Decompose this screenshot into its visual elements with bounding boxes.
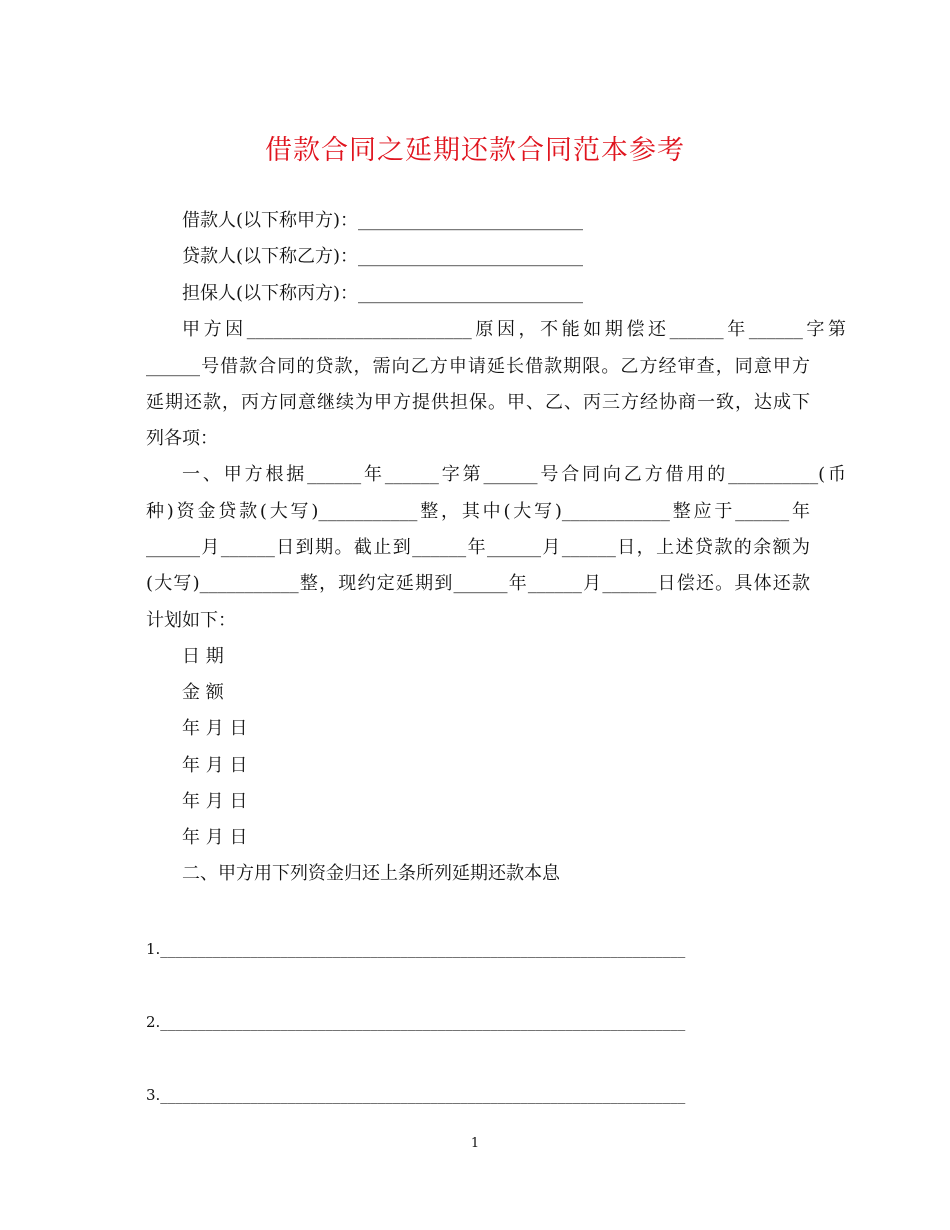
preamble-line-3: 延期还款，丙方同意继续为甲方提供担保。甲、乙、丙三方经协商一致，达成下 bbox=[146, 392, 810, 413]
page-title: 借款合同之延期还款合同范本参考 bbox=[265, 135, 685, 166]
schedule-row: 年 月 日 bbox=[182, 827, 248, 848]
party-borrower: 借款人(以下称甲方)：_________________________ bbox=[182, 210, 584, 231]
schedule-row: 年 月 日 bbox=[182, 718, 248, 739]
schedule-row: 年 月 日 bbox=[182, 755, 248, 776]
clause1-line-3: ______月______日到期。截止到______年______月______日，上述贷款的余额为 bbox=[146, 537, 810, 558]
preamble-line-4: 列各项： bbox=[146, 428, 218, 449]
numbered-item-1: 1.______________________________________________________________________ bbox=[146, 940, 686, 958]
preamble-line-1: 甲方因_________________________原因，不能如期偿还______年______字第 bbox=[182, 319, 846, 340]
numbered-item-2: 2.______________________________________________________________________ bbox=[146, 1013, 686, 1031]
page-number: 1 bbox=[470, 1136, 480, 1151]
clause1-line-5: 计划如下： bbox=[146, 610, 236, 631]
party-guarantor: 担保人(以下称丙方)：_________________________ bbox=[182, 283, 584, 304]
clause1-line-1: 一、甲方根据______年______字第______号合同向乙方借用的__________(币 bbox=[182, 464, 846, 485]
schedule-date-header: 日 期 bbox=[182, 646, 224, 667]
schedule-amount-header: 金 额 bbox=[182, 682, 224, 703]
numbered-item-3: 3.______________________________________________________________________ bbox=[146, 1086, 686, 1104]
clause1-line-4: (大写)___________整，现约定延期到______年______月______日偿还。具体还款 bbox=[146, 573, 810, 594]
schedule-row: 年 月 日 bbox=[182, 791, 248, 812]
clause1-line-2: 种)资金贷款(大写)___________整，其中(大写)____________整应于______年 bbox=[146, 501, 810, 522]
preamble-line-2: ______号借款合同的贷款，需向乙方申请延长借款期限。乙方经审查，同意甲方 bbox=[146, 356, 810, 377]
clause2-heading: 二、甲方用下列资金归还上条所列延期还款本息 bbox=[182, 863, 560, 884]
party-lender: 贷款人(以下称乙方)：_________________________ bbox=[182, 246, 584, 267]
